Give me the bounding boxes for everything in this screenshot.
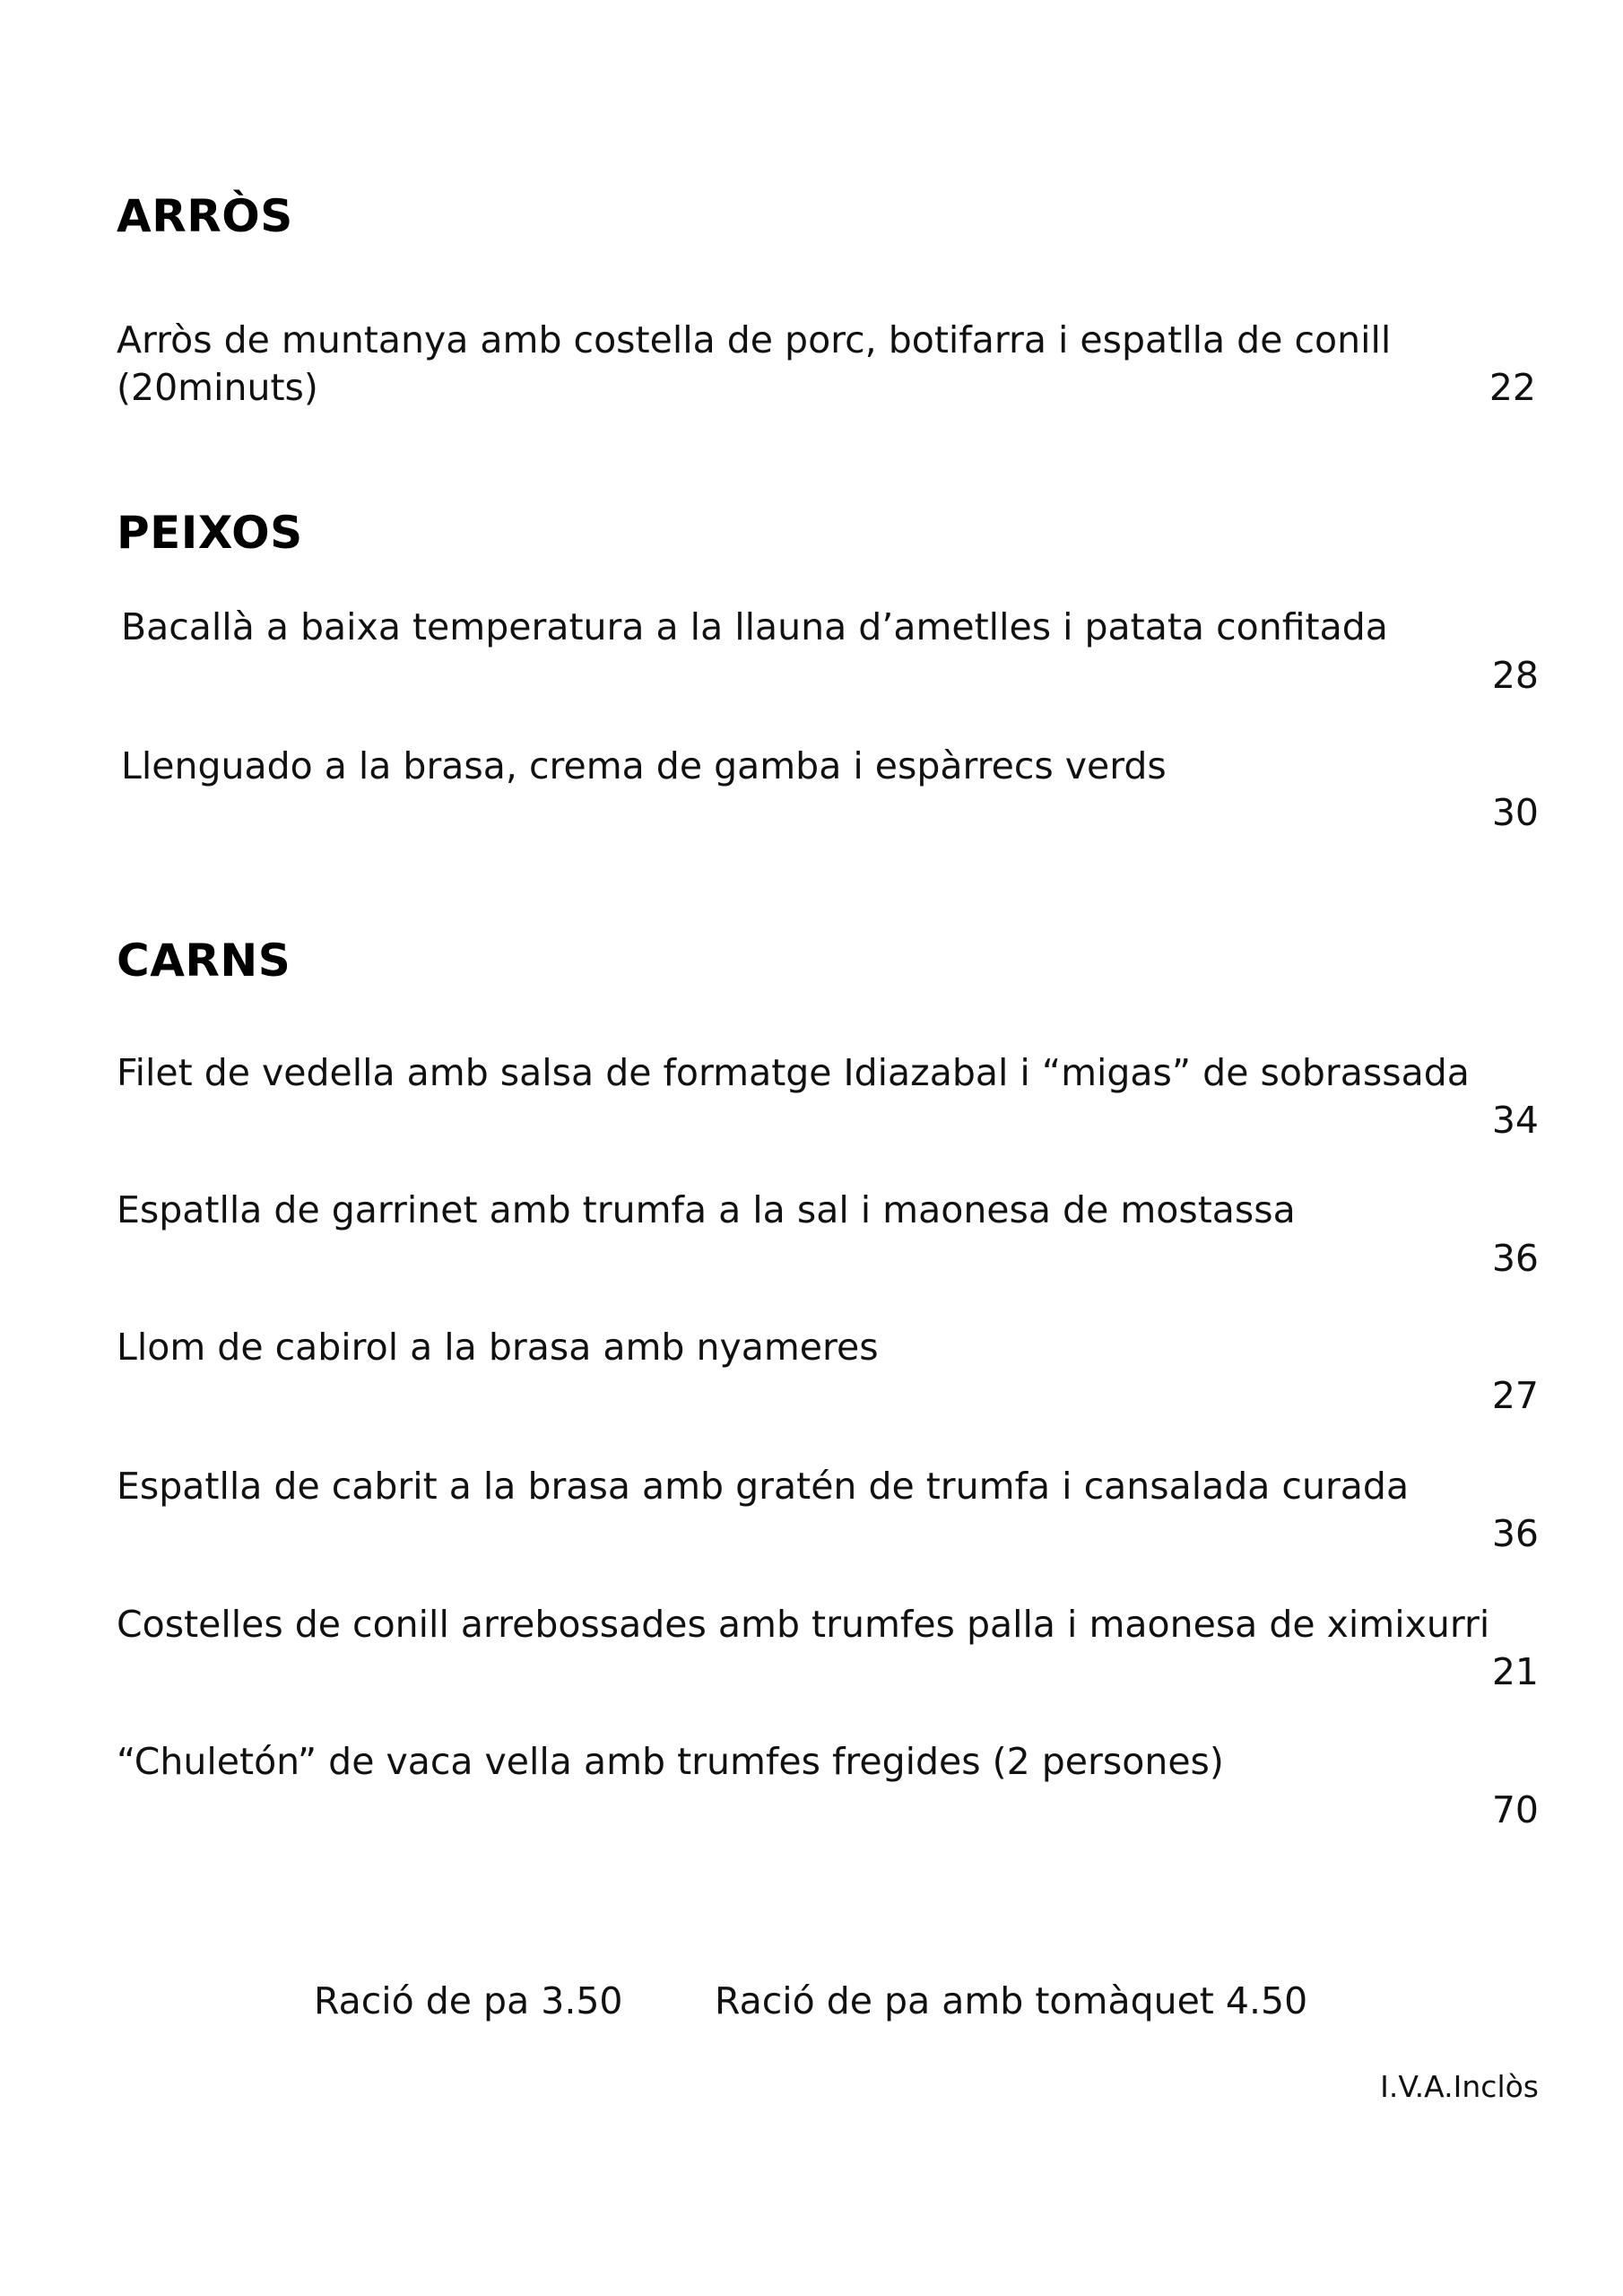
section-title-carns: CARNS — [117, 935, 291, 987]
dish-peixos-1: Bacallà a baixa temperatura a la llauna d’ametlles i patata confitada — [121, 605, 1388, 648]
price-arros-1: 22 — [1488, 366, 1536, 409]
dish-carns-2: Espatlla de garrinet amb trumfa a la sal i maonesa de mostassa — [117, 1188, 1296, 1231]
price-carns-6: 70 — [1491, 1788, 1539, 1831]
price-peixos-2: 30 — [1491, 791, 1539, 834]
price-carns-2: 36 — [1491, 1237, 1539, 1280]
dish-carns-4: Espatlla de cabrit a la brasa amb gratén de trumfa i cansalada curada — [117, 1465, 1410, 1508]
price-peixos-1: 28 — [1491, 654, 1539, 697]
price-carns-3: 27 — [1491, 1374, 1539, 1417]
section-title-arros: ARRÒS — [117, 190, 293, 242]
dish-carns-6: “Chuletón” de vaca vella amb trumfes fregides (2 persones) — [117, 1740, 1224, 1783]
dish-carns-5: Costelles de conill arrebossades amb trumfes palla i maonesa de ximixurri — [117, 1603, 1490, 1646]
dish-arros-1-line2: (20minuts) — [117, 366, 318, 409]
bread-portion: Ració de pa 3.50 — [314, 1979, 623, 2022]
price-carns-5: 21 — [1491, 1650, 1539, 1693]
section-title-peixos: PEIXOS — [117, 507, 303, 559]
dish-carns-3: Llom de cabirol a la brasa amb nyameres — [117, 1326, 879, 1369]
price-carns-1: 34 — [1491, 1099, 1539, 1142]
dish-carns-1: Filet de vedella amb salsa de formatge Idiazabal i “migas” de sobrassada — [117, 1051, 1470, 1094]
dish-arros-1-line1: Arròs de muntanya amb costella de porc, botifarra i espatlla de conill — [117, 318, 1392, 361]
price-carns-4: 36 — [1491, 1512, 1539, 1555]
dish-peixos-2: Llenguado a la brasa, crema de gamba i espàrrecs verds — [121, 744, 1167, 787]
bread-tomato-portion: Ració de pa amb tomàquet 4.50 — [715, 1979, 1308, 2022]
vat-included-note: I.V.A.Inclòs — [1380, 2069, 1539, 2104]
